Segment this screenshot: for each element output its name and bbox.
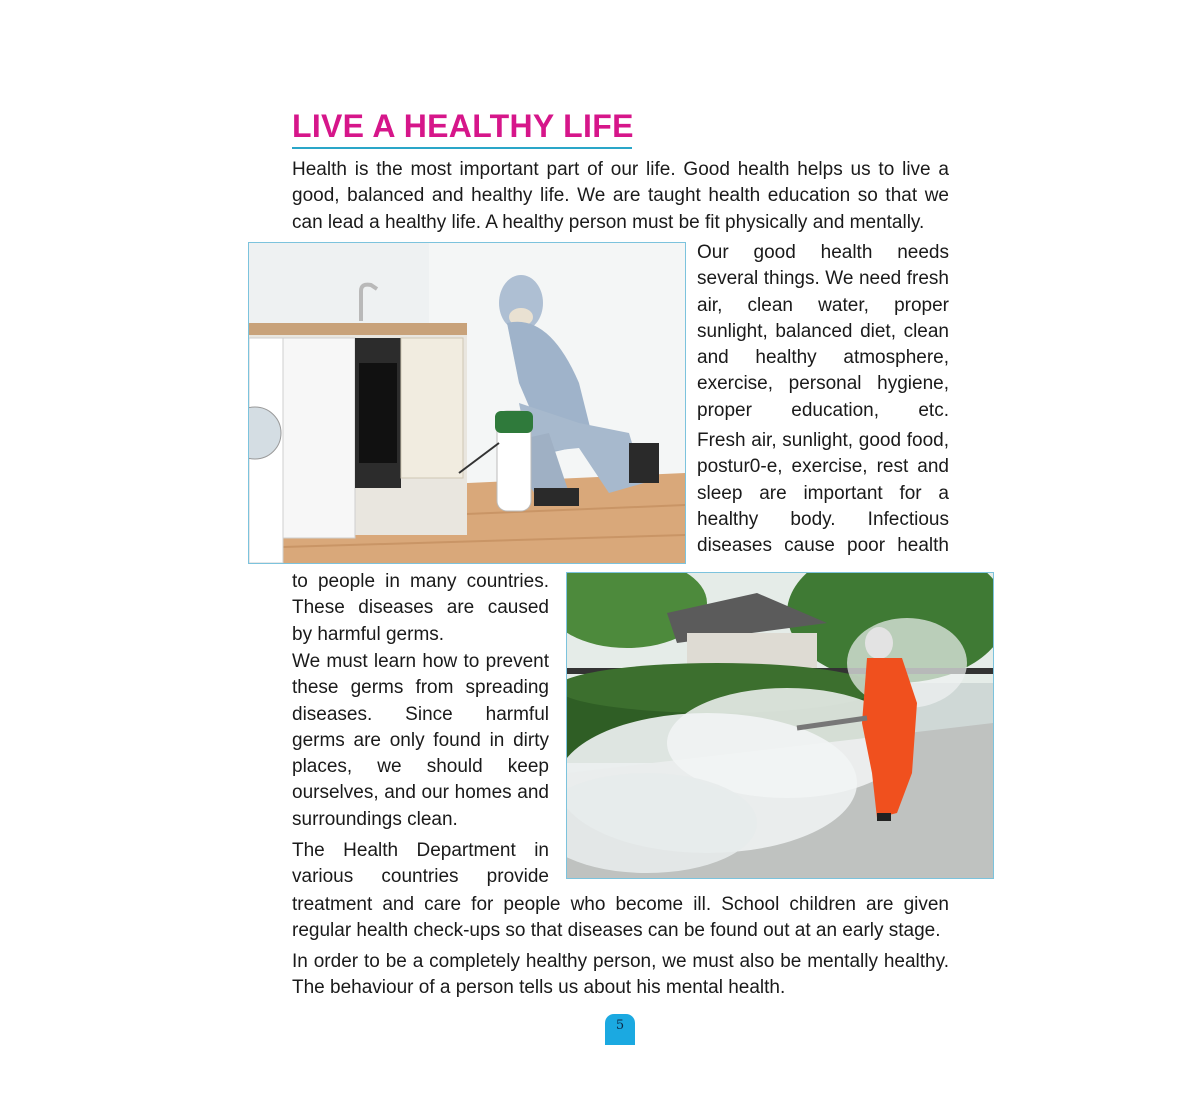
- health-department-paragraph-end: treatment and care for people who become ill. School children are given regular health check-ups so that diseases can be found out at an early stage.: [292, 894, 949, 942]
- title-underline: [292, 147, 632, 149]
- health-department-paragraph-start: The Health Department in various countries provide: [292, 840, 549, 888]
- intro-paragraph: Health is the most important part of our life. Good health helps us to live a good, balanced and healthy life. We are taught health education so that we can lead a healthy life. A healthy person must be fit physically and mentally.: [292, 159, 949, 233]
- page-number-badge: 5: [605, 1014, 635, 1045]
- prevent-germs-paragraph: We must learn how to prevent these germs from spreading diseases. Since harmful germs are only found in dirty places, we should keep ourselves, and our homes and surroundings clean.: [292, 651, 549, 830]
- healthy-body-paragraph: Fresh air, sunlight, good food, postur0-e, exercise, rest and sleep are important for a healthy body. Infectious diseases cause poor health: [697, 430, 949, 557]
- mental-health-paragraph: In order to be a completely healthy person, we must also be mentally healthy. The behaviour of a person tells us about his mental health.: [292, 951, 949, 999]
- health-needs-paragraph: Our good health needs several things. We need fresh air, clean water, proper sunlight, balanced diet, clean and healthy atmosphere, exercise, personal hygiene, proper education, etc.: [697, 242, 949, 421]
- page-title: LIVE A HEALTHY LIFE: [292, 108, 634, 144]
- fogging-worker-photo: [566, 572, 994, 879]
- pest-control-kitchen-photo: [248, 242, 686, 564]
- infectious-diseases-paragraph: to people in many countries. These diseases are caused by harmful germs.: [292, 571, 549, 645]
